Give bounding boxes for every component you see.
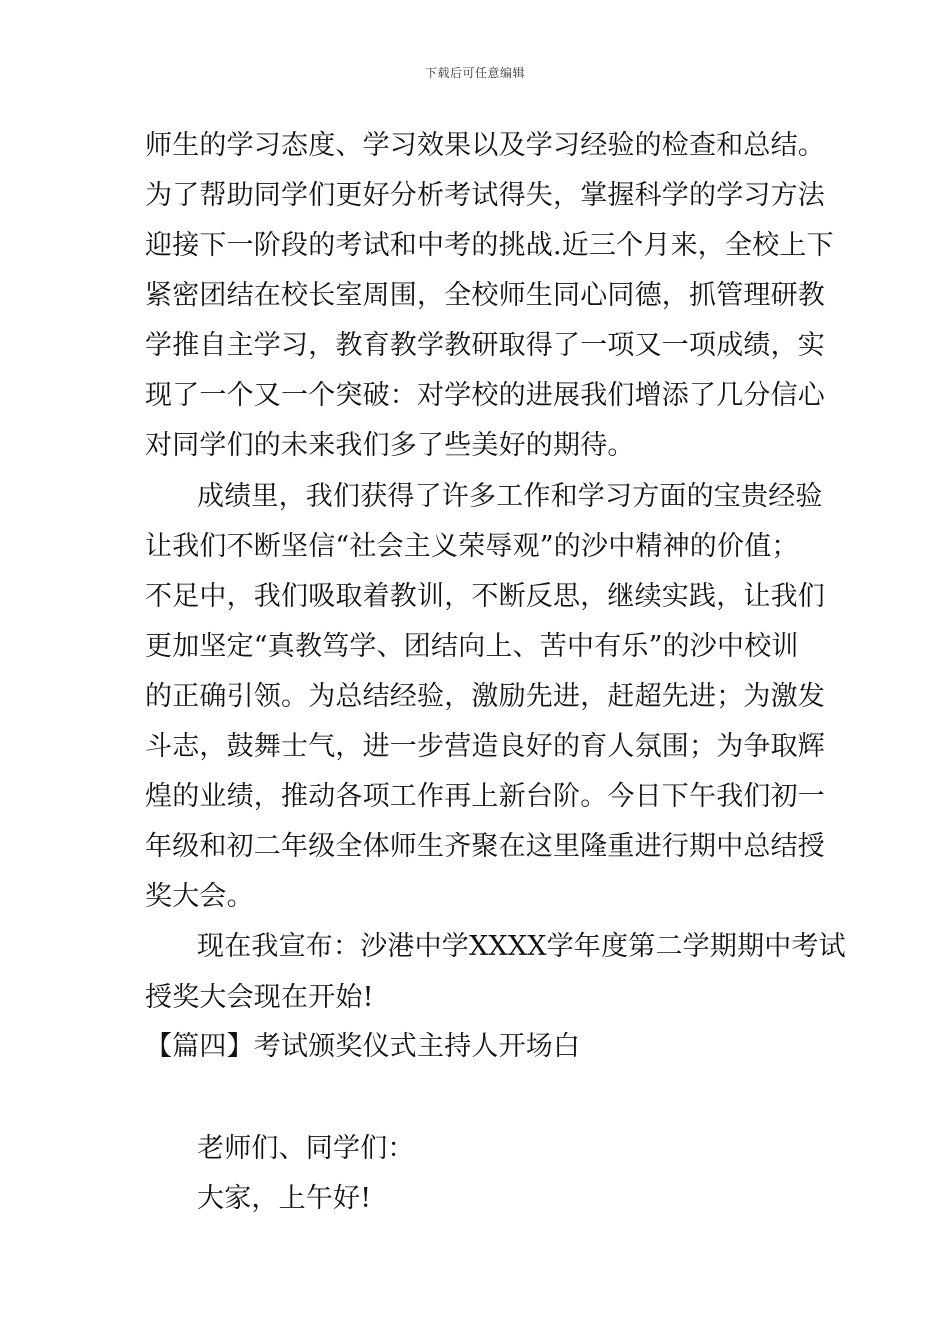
paragraph-line: 现了一个又一个突破：对学校的进展我们增添了几分信心 [145, 380, 825, 411]
page-header: 下载后可任意编辑 [424, 66, 525, 80]
paragraph-line: 现在我宣布：沙港中学XXXX学年度第二学期期中考试 [197, 931, 846, 962]
paragraph-line: 师生的学习态度、学习效果以及学习经验的检查和总结。 [145, 130, 825, 161]
paragraph-line: 对同学们的未来我们多了些美好的期待。 [145, 430, 635, 461]
paragraph-line: 斗志，鼓舞士气，进一步营造良好的育人氛围；为争取辉 [145, 731, 825, 762]
paragraph-line: 更加坚定“真教笃学、团结向上、苦中有乐”的沙中校训 [145, 631, 799, 662]
greeting-line: 老师们、同学们： [197, 1133, 415, 1164]
paragraph-line: 的正确引领。为总结经验，激励先进，赶超先进；为激发 [145, 681, 825, 712]
paragraph-line: 不足中，我们吸取着教训，不断反思，继续实践，让我们 [145, 581, 825, 612]
paragraph-line: 授奖大会现在开始! [145, 982, 374, 1013]
paragraph-line: 成绩里，我们获得了许多工作和学习方面的宝贵经验 [197, 481, 823, 512]
paragraph-line: 奖大会。 [145, 881, 254, 912]
paragraph-line: 为了帮助同学们更好分析考试得失，掌握科学的学习方法 [145, 180, 825, 211]
paragraph-line: 学推自主学习，教育教学教研取得了一项又一项成绩，实 [145, 330, 825, 361]
paragraph-line: 迎接下一阶段的考试和中考的挑战.近三个月来，全校上下 [145, 230, 834, 261]
paragraph-line: 让我们不断坚信“社会主义荣辱观”的沙中精神的价值； [145, 531, 799, 562]
paragraph-line: 煌的业绩，推动各项工作再上新台阶。今日下午我们初一 [145, 781, 825, 812]
greeting-line: 大家，上午好! [197, 1183, 372, 1214]
paragraph-line: 紧密团结在校长室周围，全校师生同心同德，抓管理研教 [145, 280, 825, 311]
paragraph-line: 年级和初二年级全体师生齐聚在这里隆重进行期中总结授 [145, 831, 825, 862]
section-heading: 【篇四】考试颁奖仪式主持人开场白 [145, 1031, 581, 1062]
